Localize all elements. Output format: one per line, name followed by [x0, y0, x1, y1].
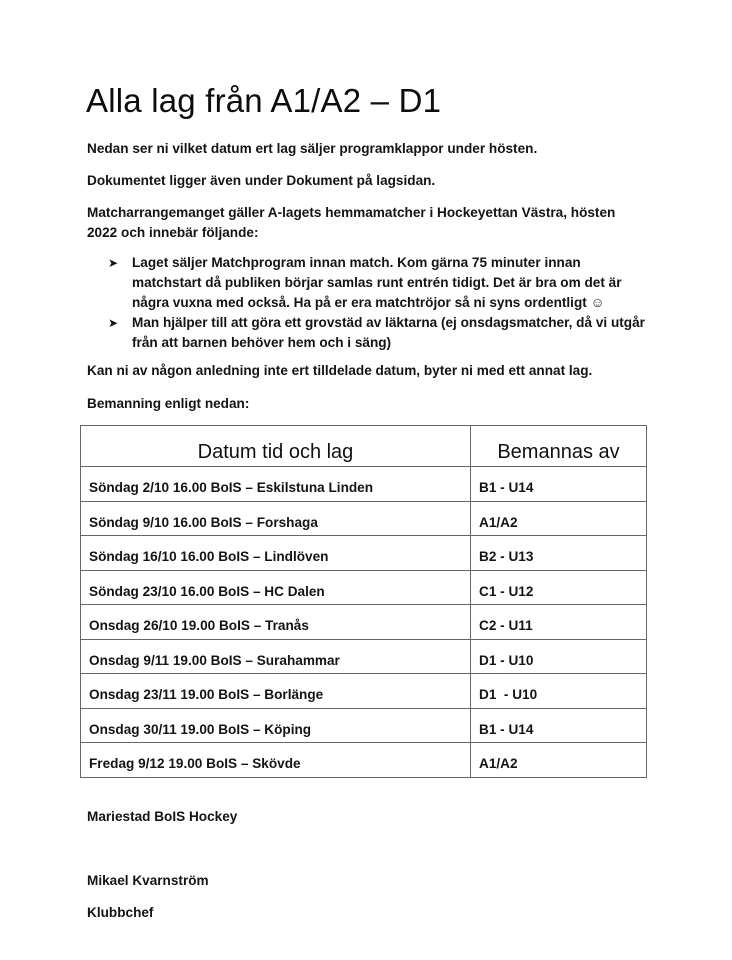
match-cell: Onsdag 30/11 19.00 BoIS – Köping [81, 708, 471, 743]
table-row [81, 639, 647, 674]
table-row [81, 501, 647, 536]
match-cell: Onsdag 26/10 19.00 BoIS – Tranås [81, 605, 471, 640]
arrangement-paragraph [87, 203, 615, 243]
intro-paragraph: Nedan ser ni vilket datum ert lag säljer programklappor under hösten. [87, 141, 538, 156]
team-cell: C1 - U12 [471, 570, 647, 605]
swap-notice-paragraph: Kan ni av någon anledning inte ert tilldelade datum, byter ni med ett annat lag. [87, 363, 593, 378]
staffing-intro-paragraph: Bemanning enligt nedan: [87, 396, 250, 411]
team-cell: B1 - U14 [471, 467, 647, 502]
document-title: Alla lag från A1/A2 – D1 [86, 82, 442, 119]
arrowhead-bullet-icon: ➤ [108, 316, 119, 330]
table-header-row [81, 426, 647, 467]
table-row [81, 536, 647, 571]
bullet-list [108, 253, 668, 353]
table-row [81, 605, 647, 640]
document-location-paragraph: Dokumentet ligger även under Dokument på lagsidan. [87, 173, 436, 188]
team-cell: A1/A2 [471, 743, 647, 778]
team-cell: B1 - U14 [471, 708, 647, 743]
table-row [81, 743, 647, 778]
table-row [81, 674, 647, 709]
match-cell: Onsdag 9/11 19.00 BoIS – Surahammar [81, 639, 471, 674]
arrangement-line-1: Matcharrangemanget gäller A-lagets hemmamatcher i Hockeyettan Västra, hösten [87, 205, 616, 220]
team-cell: D1 - U10 [471, 674, 647, 709]
match-cell: Söndag 16/10 16.00 BoIS – Lindlöven [81, 536, 471, 571]
header-date-time-team: Datum tid och lag [81, 426, 471, 467]
signatory-name: Mikael Kvarnström [87, 873, 209, 888]
bullet-item-program: ➤ Laget säljer Matchprogram innan match. Kom gärna 75 minuter innan matchstart då publiken börjar samlas runt entrén tidigt. Det är bra om det är några vuxna med också. Ha på er era matchtröjor så ni syns ordentligt ☺ [108, 255, 622, 310]
match-cell: Söndag 9/10 16.00 BoIS – Forshaga [81, 501, 471, 536]
match-cell: Onsdag 23/11 19.00 BoIS – Borlänge [81, 674, 471, 709]
bullet-item-cleanup: ➤ Man hjälper till att göra ett grovstäd av läktarna (ej onsdagsmatcher, då vi utgår från att barnen behöver hem och i säng) [108, 315, 645, 350]
match-cell: Söndag 23/10 16.00 BoIS – HC Dalen [81, 570, 471, 605]
arrangement-line-2: 2022 och innebär följande: [87, 225, 259, 240]
header-staffed-by: Bemannas av [471, 426, 647, 467]
schedule-table [80, 425, 647, 778]
team-cell: B2 - U13 [471, 536, 647, 571]
match-cell: Söndag 2/10 16.00 BoIS – Eskilstuna Linden [81, 467, 471, 502]
team-cell: A1/A2 [471, 501, 647, 536]
match-cell: Fredag 9/12 19.00 BoIS – Skövde [81, 743, 471, 778]
team-cell: C2 - U11 [471, 605, 647, 640]
team-cell: D1 - U10 [471, 639, 647, 674]
arrowhead-bullet-icon: ➤ [108, 256, 119, 270]
organization-name: Mariestad BoIS Hockey [87, 809, 238, 824]
table-row [81, 708, 647, 743]
table-row [81, 570, 647, 605]
signatory-role: Klubbchef [87, 905, 154, 920]
table-row [81, 467, 647, 502]
